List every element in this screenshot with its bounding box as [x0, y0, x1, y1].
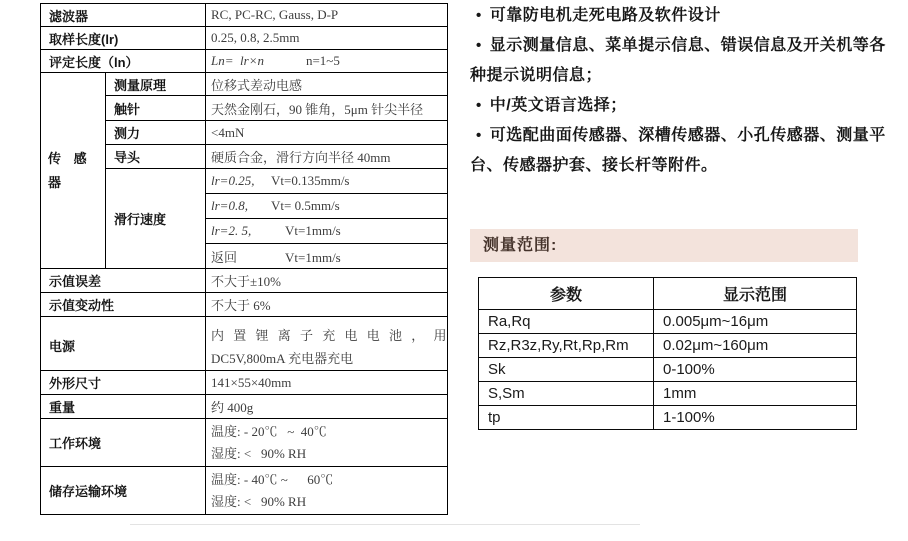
table-row — [479, 406, 857, 430]
spec-label-power: 电源 — [41, 317, 206, 371]
list-item — [470, 1, 894, 31]
spec-value-evaluation-length — [206, 50, 448, 73]
bullet-icon: • — [476, 37, 482, 54]
spec-label-principle: 测量原理 — [106, 73, 206, 96]
table-row — [479, 358, 857, 382]
spec-label-sensor: 传 感 器 — [41, 73, 106, 269]
spec-label-weight: 重量 — [41, 395, 206, 419]
spec-value-sampling-length: 0.25, 0.8, 2.5mm — [206, 27, 448, 50]
range-cell: 0-100% — [654, 358, 857, 382]
table-row — [41, 419, 448, 467]
speed-lr: 返回 — [211, 249, 238, 265]
spec-table — [40, 3, 448, 515]
spec-label-force: 测力 — [106, 121, 206, 145]
page-edge-line — [130, 524, 640, 525]
range-cell: 0.02μm~160μm — [654, 334, 857, 358]
param-cell: S,Sm — [479, 382, 654, 406]
spec-label-stylus: 触针 — [106, 96, 206, 121]
list-item — [470, 31, 894, 91]
spec-value-power — [206, 317, 448, 371]
spec-label-skid: 导头 — [106, 145, 206, 169]
spec-value-stylus: 天然金刚石，90 锥角，5μm 针尖半径 — [206, 96, 448, 121]
table-row — [41, 317, 448, 371]
spec-value-storage-env — [206, 467, 448, 515]
feature-text: 中/英文语言选择； — [489, 97, 627, 114]
spec-value-indication-error: 不大于±10% — [206, 269, 448, 293]
table-row — [41, 293, 448, 317]
spec-value-skid: 硬质合金，滑行方向半径 40mm — [206, 145, 448, 169]
speed-vt: Vt= 0.5mm/s — [271, 198, 340, 213]
spec-label-evaluation-length: 评定长度（ln） — [41, 50, 206, 73]
power-line-2: DC5V,800mA 充电器充电 — [211, 351, 354, 366]
param-cell: tp — [479, 406, 654, 430]
table-row — [41, 395, 448, 419]
table-row — [41, 73, 448, 96]
spec-label-sampling-length: 取样长度(lr) — [41, 27, 206, 50]
spec-label-speed: 滑行速度 — [106, 169, 206, 269]
spec-value-work-env — [206, 419, 448, 467]
spec-label-dimensions: 外形尺寸 — [41, 371, 206, 395]
spec-value-speed-2 — [206, 194, 448, 219]
list-item — [470, 91, 894, 121]
speed-vt: Vt=0.135mm/s — [271, 173, 350, 188]
measurement-range-heading: 测量范围: — [470, 229, 858, 262]
spec-value-speed-1 — [206, 169, 448, 194]
feature-text: 可靠防电机走死电路及软件设计 — [489, 7, 721, 24]
table-row — [41, 50, 448, 73]
spec-label-indication-error: 示值误差 — [41, 269, 206, 293]
speed-vt: Vt=1mm/s — [285, 249, 341, 265]
table-row — [479, 382, 857, 406]
spec-label-filter: 滤波器 — [41, 4, 206, 27]
work-env-humidity: 湿度: < 90% RH — [211, 445, 307, 461]
table-row — [41, 467, 448, 515]
spec-value-indication-variability: 不大于 6% — [206, 293, 448, 317]
param-cell: Sk — [479, 358, 654, 382]
evaluation-n-range: n=1~5 — [305, 53, 340, 68]
range-cell: 0.005μm~16μm — [654, 310, 857, 334]
spec-value-speed-return — [206, 244, 448, 269]
table-row — [41, 27, 448, 50]
storage-env-humidity: 湿度: < 90% RH — [211, 493, 307, 509]
spec-label-storage-env: 储存运输环境 — [41, 467, 206, 515]
spec-value-dimensions: 141×55×40mm — [206, 371, 448, 395]
power-line-1: 内 置 锂 离 子 充 电 电 池 ， 用 — [211, 328, 447, 343]
table-row — [41, 371, 448, 395]
list-item — [470, 121, 894, 181]
spec-value-filter: RC, PC-RC, Gauss, D-P — [206, 4, 448, 27]
feature-text: 可选配曲面传感器、深槽传感器、小孔传感器、测量平台、传感器护套、接长杆等附件。 — [470, 127, 886, 174]
bullet-icon: • — [476, 7, 482, 24]
feature-list — [470, 1, 894, 181]
evaluation-formula: Ln= lr×n — [211, 53, 264, 68]
spec-value-speed-3 — [206, 219, 448, 244]
table-row — [41, 4, 448, 27]
measurement-range-table — [478, 277, 857, 430]
param-cell: Rz,R3z,Ry,Rt,Rp,Rm — [479, 334, 654, 358]
speed-lr: lr=0.8, — [211, 198, 248, 213]
speed-lr: lr=2. 5, — [211, 223, 252, 238]
table-row — [41, 269, 448, 293]
range-cell: 1-100% — [654, 406, 857, 430]
feature-text: 显示测量信息、菜单提示信息、错误信息及开关机等各种提示说明信息； — [470, 37, 886, 84]
table-row — [479, 310, 857, 334]
spec-value-weight: 约 400g — [206, 395, 448, 419]
range-cell: 1mm — [654, 382, 857, 406]
spec-label-indication-variability: 示值变动性 — [41, 293, 206, 317]
column-header-parameter: 参数 — [479, 278, 654, 310]
work-env-temp: 温度: - 20℃ ~ 40℃ — [211, 423, 327, 439]
spec-value-force: <4mN — [206, 121, 448, 145]
spec-label-work-env: 工作环境 — [41, 419, 206, 467]
bullet-icon: • — [476, 127, 482, 144]
bullet-icon: • — [476, 97, 482, 114]
speed-lr: lr=0.25, — [211, 173, 255, 188]
table-row — [479, 334, 857, 358]
param-cell: Ra,Rq — [479, 310, 654, 334]
column-header-display-range: 显示范围 — [654, 278, 857, 310]
spec-value-principle: 位移式差动电感 — [206, 73, 448, 96]
speed-vt: Vt=1mm/s — [285, 223, 341, 238]
table-header-row — [479, 278, 857, 310]
storage-env-temp: 温度: - 40℃ ~ 60℃ — [211, 471, 334, 487]
